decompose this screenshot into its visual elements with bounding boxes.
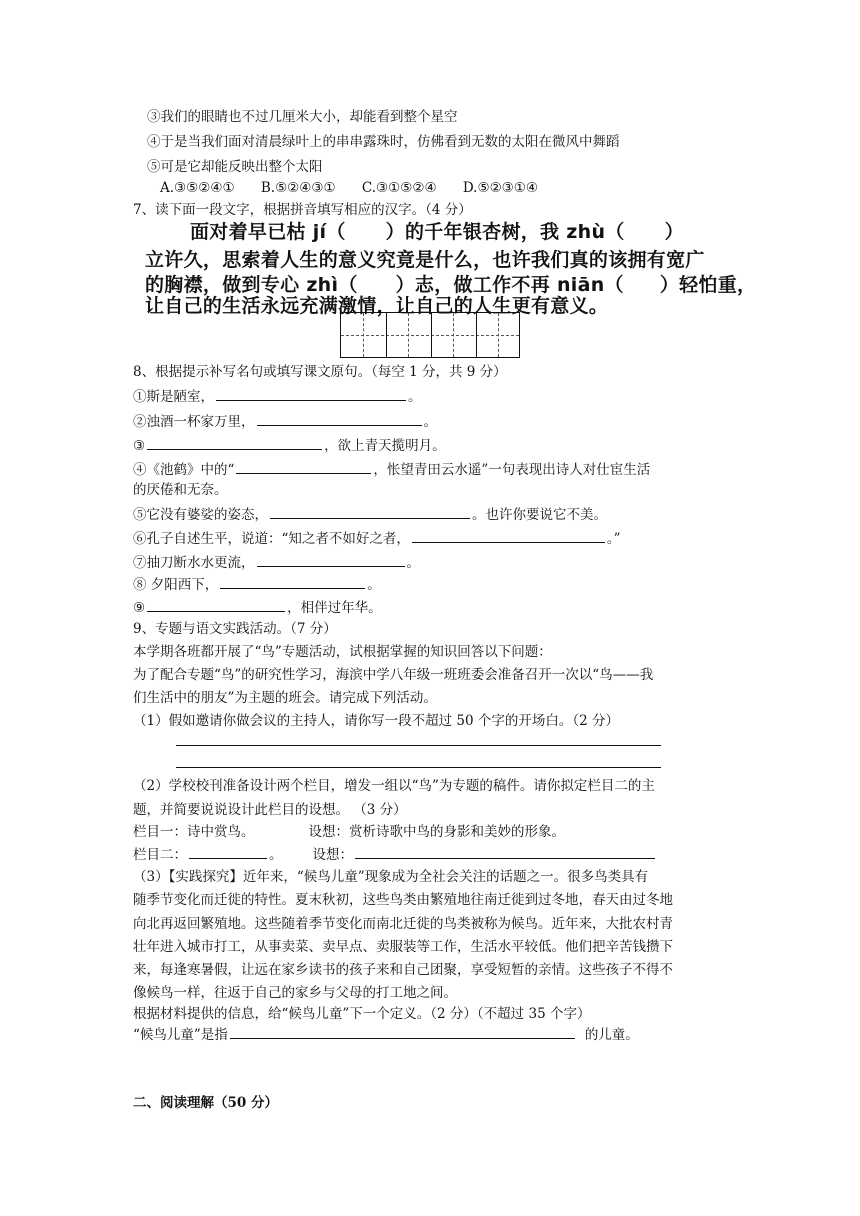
q9-part-3-line-3: 向北再返回繁殖地。这些随着季节变化而南北迁徙的鸟类被称为候鸟。近年来，大批农村青 [133, 916, 673, 932]
answer-blank[interactable] [257, 552, 405, 567]
q6-option-c: C.③①⑤②④ [361, 180, 437, 196]
q8-item-1 [133, 386, 422, 407]
q8-title: 8、根据提示补写名句或填写课文原句。（每空 1 分，共 9 分） [133, 364, 507, 380]
q9-column-1 [133, 822, 565, 842]
q7-text: ）轻怕重， [659, 274, 757, 296]
q8-text: ⑧ 夕阳西下， [133, 577, 219, 593]
q6-sentence-5: ⑤可是它却能反映出整个太阳 [147, 159, 323, 175]
answer-line[interactable] [176, 767, 661, 768]
q9-text: 设想：赏析诗歌中鸟的身影和美妙的形象。 [308, 824, 565, 840]
q8-text: 。 [367, 577, 381, 593]
writing-grid[interactable] [340, 312, 520, 358]
q7-text: 面对着早已枯 jí（ [190, 221, 346, 243]
q8-item-7 [133, 552, 420, 573]
q7-line-4: 让自己的生活永远充满激情，让自己的人生更有意义。 [145, 295, 609, 317]
q8-text: 。 [408, 389, 422, 405]
answer-blank[interactable] [236, 459, 371, 474]
q8-text: ⑨ [133, 600, 146, 616]
answer-blank[interactable] [220, 574, 365, 589]
answer-blank[interactable] [412, 528, 605, 543]
q6-sentence-3: ③我们的眼睛也不过几厘米大小，却能看到整个星空 [147, 109, 458, 125]
grid-dash [453, 313, 454, 357]
section-heading: 二、阅读理解（50 分） [133, 1095, 278, 1111]
q8-text: 。 [406, 555, 420, 571]
q8-item-4 [133, 459, 650, 480]
q8-text: 。也许你要说它不美。 [472, 507, 607, 523]
q8-text: ，怅望青田云水遥”一句表现出诗人对仕宦生活 [373, 462, 651, 478]
q9-text: 的儿童。 [584, 1027, 639, 1043]
answer-blank[interactable] [189, 844, 267, 859]
q6-option-d: D.⑤②③①④ [462, 180, 538, 196]
q8-text: 。 [423, 414, 437, 430]
q7-line-1 [190, 218, 684, 246]
q7-text: 的胸襟，做到专心 zhì（ [145, 274, 358, 296]
q8-item-4-cont: 的厌倦和无奈。 [133, 482, 228, 498]
q9-definition [133, 1024, 639, 1045]
q9-title: 9、专题与语文实践活动。（7 分） [133, 621, 337, 637]
grid-divider [431, 313, 432, 357]
q8-text: ⑤它没有婆娑的姿态， [133, 507, 268, 523]
grid-divider [476, 313, 477, 357]
q8-item-9 [133, 597, 382, 618]
answer-blank[interactable] [147, 435, 322, 450]
q9-intro-1: 本学期各班都开展了“鸟”专题活动，试根据掌握的知识回答以下问题： [133, 644, 552, 660]
q8-item-2 [133, 411, 437, 432]
q7-line-2: 立许久，思索着人生的意义究竟是什么，也许我们真的该拥有宽广 [145, 249, 705, 271]
q9-part-2-line-2: 题，并简要说说设计此栏目的设想。 （3 分） [133, 802, 407, 818]
q8-text: ，欲上青天揽明月。 [324, 438, 446, 454]
grid-dash [498, 313, 499, 357]
q9-part-3-line-2: 随季节变化而迁徙的特性。夏末秋初，这些鸟类由繁殖地往南迁徙到过冬地，春天由过冬地 [133, 892, 673, 908]
q9-part-3-line-6: 像候鸟一样，往返于自己的家乡与父母的打工地之间。 [133, 985, 457, 1001]
q8-text: ③ [133, 438, 146, 454]
q9-text: 。 [269, 847, 283, 863]
q9-part-3-line-4: 壮年进入城市打工，从事卖菜、卖早点、卖服装等工作，生活水平较低。他们把辛苦钱攒下 [133, 939, 673, 955]
q8-text: ⑥孔子自述生平，说道：“知之者不如好之者， [133, 531, 410, 547]
q7-title: 7、读下面一段文字，根据拼音填写相应的汉字。（4 分） [133, 202, 472, 218]
q9-part-3-line-5: 来，每逢寒暑假，让远在家乡读书的孩子来和自己团聚，享受短暂的亲情。这些孩子不得不 [133, 962, 673, 978]
q9-text: 栏目二： [133, 847, 187, 863]
q9-column-2 [133, 844, 657, 865]
q6-options [160, 178, 538, 198]
q9-part-3-prompt: 根据材料提供的信息，给“候鸟儿童”下一个定义。（2 分）（不超过 35 个字） [133, 1006, 591, 1022]
grid-midline [341, 335, 519, 336]
q8-text: ④《池鹤》中的“ [133, 462, 235, 478]
answer-blank[interactable] [216, 386, 406, 401]
q8-text: ，相伴过年华。 [287, 600, 382, 616]
q7-text: ） [664, 221, 684, 243]
q9-text: 设想： [312, 847, 353, 863]
q8-item-8 [133, 574, 381, 595]
q7-text: ）的千年银杏树，我 zhù（ [385, 221, 625, 243]
grid-dash [363, 313, 364, 357]
q9-intro-3: 们生活中的朋友”为主题的班会。请完成下列活动。 [133, 690, 437, 706]
answer-blank[interactable] [147, 597, 285, 612]
grid-divider [386, 313, 387, 357]
answer-blank[interactable] [270, 504, 470, 519]
answer-blank[interactable] [257, 411, 422, 426]
q8-item-5 [133, 504, 607, 525]
q6-sentence-4: ④于是当我们面对清晨绿叶上的串串露珠时，仿佛看到无数的太阳在微风中舞蹈 [147, 134, 620, 150]
q8-text: ②浊酒一杯家万里， [133, 414, 255, 430]
grid-dash [408, 313, 409, 357]
q6-option-b: B.⑤②④③① [260, 180, 336, 196]
q9-part-3-line-1: （3）【实践探究】近年来，“候鸟儿童”现象成为全社会关注的话题之一。很多鸟类具有 [133, 869, 649, 885]
q9-part-1: （1）假如邀请你做会议的主持人，请你写一段不超过 50 个字的开场白。（2 分） [133, 713, 619, 729]
answer-blank[interactable] [230, 1024, 575, 1039]
q9-text: “候鸟儿童”是指 [133, 1027, 228, 1043]
q8-text: ①斯是陋室， [133, 389, 214, 405]
q6-option-a: A.③⑤②④① [160, 180, 235, 196]
q8-text: 。” [606, 531, 621, 547]
q9-text: 栏目一：诗中赏鸟。 [133, 824, 255, 840]
q9-part-2-line-1: （2）学校校刊准备设计两个栏目，增发一组以“鸟”为专题的稿件。请你拟定栏目二的主 [133, 778, 655, 794]
q8-item-6 [133, 528, 621, 549]
q9-intro-2: 为了配合专题“鸟”的研究性学习，海滨中学八年级一班班委会准备召开一次以“鸟——我 [133, 667, 654, 683]
q8-text: ⑦抽刀断水水更流， [133, 555, 255, 571]
q8-item-3 [133, 435, 446, 456]
q7-text: ）志，做工作不再 niān（ [395, 274, 624, 296]
answer-blank[interactable] [355, 844, 655, 859]
answer-line[interactable] [176, 745, 661, 746]
